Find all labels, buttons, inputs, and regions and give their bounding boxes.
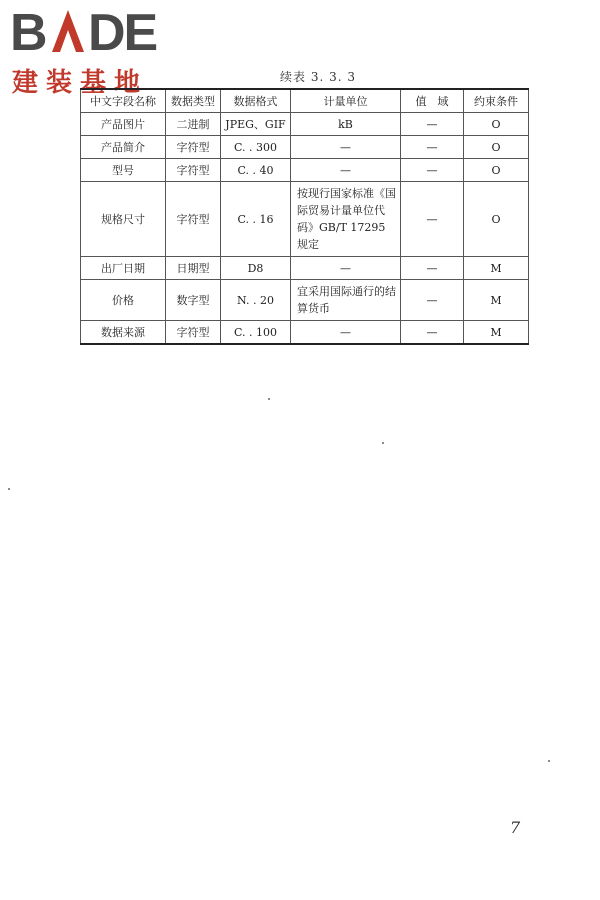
- scan-speck: [382, 442, 384, 444]
- cell-value-domain: —: [401, 113, 464, 136]
- cell-constraint: M: [464, 257, 529, 280]
- data-spec-table: [80, 88, 529, 345]
- cell-constraint: M: [464, 280, 529, 321]
- cell-unit: —: [291, 321, 401, 345]
- cell-unit: —: [291, 136, 401, 159]
- cell-data-format: JPEG、GIF: [221, 113, 291, 136]
- cell-data-type: 日期型: [166, 257, 221, 280]
- cell-data-type: 字符型: [166, 321, 221, 345]
- scan-speck: [268, 398, 270, 400]
- cell-data-format: C. . 16: [221, 182, 291, 257]
- cell-unit: —: [291, 159, 401, 182]
- cell-data-format: N. . 20: [221, 280, 291, 321]
- header-data-type: 数据类型: [166, 89, 221, 113]
- svg-text:DE: DE: [88, 6, 157, 56]
- page-number: 7: [510, 818, 521, 837]
- cell-data-type: 数字型: [166, 280, 221, 321]
- cell-constraint: O: [464, 113, 529, 136]
- cell-value-domain: —: [401, 280, 464, 321]
- cell-field-name: 价格: [81, 280, 166, 321]
- cell-data-format: C. . 100: [221, 321, 291, 345]
- table-row: [81, 182, 529, 257]
- cell-field-name: 出厂日期: [81, 257, 166, 280]
- cell-data-format: C. . 40: [221, 159, 291, 182]
- cell-value-domain: —: [401, 159, 464, 182]
- scan-speck: [8, 488, 10, 490]
- cell-constraint: O: [464, 182, 529, 257]
- cell-data-format: D8: [221, 257, 291, 280]
- table-row: [81, 321, 529, 345]
- cell-data-type: 二进制: [166, 113, 221, 136]
- cell-field-name: 规格尺寸: [81, 182, 166, 257]
- header-unit: 计量单位: [291, 89, 401, 113]
- table-row: [81, 159, 529, 182]
- logo-subtitle: 建装基地: [12, 68, 149, 98]
- cell-unit: kB: [291, 113, 401, 136]
- header-value-domain: 值 域: [401, 89, 464, 113]
- bade-logo-wordmark: [8, 6, 178, 56]
- cell-constraint: M: [464, 321, 529, 345]
- cell-unit: 宜采用国际通行的结算货币: [291, 280, 401, 321]
- cell-unit: 按现行国家标准《国际贸易计量单位代码》GB/T 17295 规定: [291, 182, 401, 257]
- table-header-row: [81, 89, 529, 113]
- cell-unit: —: [291, 257, 401, 280]
- table-caption: 续表 3. 3. 3: [280, 70, 356, 84]
- header-data-format: 数据格式: [221, 89, 291, 113]
- table-row: [81, 113, 529, 136]
- cell-value-domain: —: [401, 257, 464, 280]
- table-row: [81, 136, 529, 159]
- cell-data-type: 字符型: [166, 182, 221, 257]
- cell-field-name: 产品简介: [81, 136, 166, 159]
- cell-field-name: 产品图片: [81, 113, 166, 136]
- cell-field-name: 数据来源: [81, 321, 166, 345]
- cell-data-type: 字符型: [166, 159, 221, 182]
- bade-logo: [8, 6, 178, 98]
- table-row: [81, 280, 529, 321]
- cell-constraint: O: [464, 159, 529, 182]
- cell-data-type: 字符型: [166, 136, 221, 159]
- header-constraint: 约束条件: [464, 89, 529, 113]
- cell-field-name: 型号: [81, 159, 166, 182]
- cell-data-format: C. . 300: [221, 136, 291, 159]
- svg-text:B: B: [10, 6, 46, 56]
- header-field-name: 中文字段名称: [81, 89, 166, 113]
- cell-constraint: O: [464, 136, 529, 159]
- scan-speck: [548, 760, 550, 762]
- table-row: [81, 257, 529, 280]
- cell-value-domain: —: [401, 136, 464, 159]
- cell-value-domain: —: [401, 321, 464, 345]
- cell-value-domain: —: [401, 182, 464, 257]
